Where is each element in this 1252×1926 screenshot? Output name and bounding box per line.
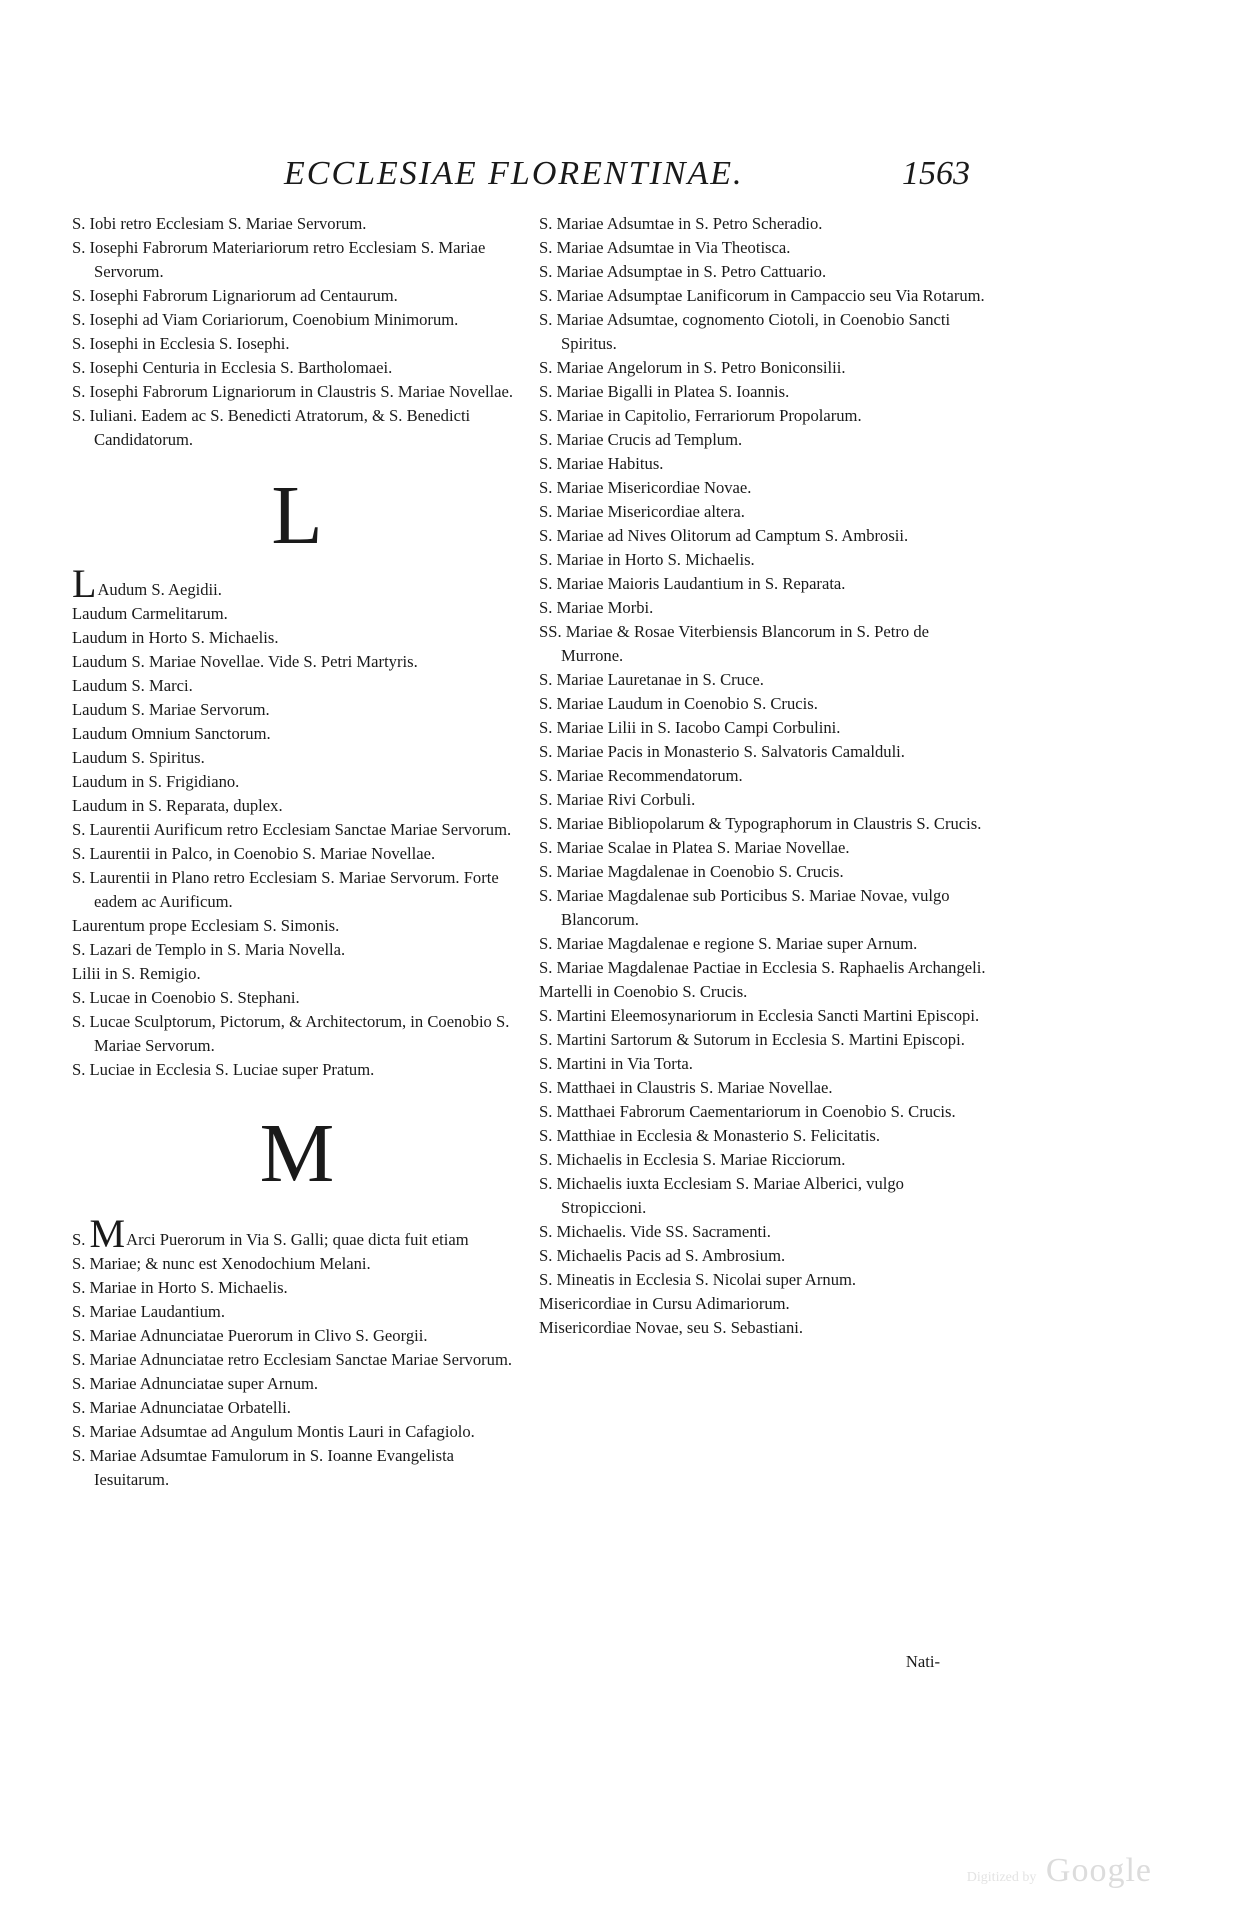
index-entry: S. Luciae in Ecclesia S. Luciae super Pratum. [72,1060,375,1079]
index-entry: Laudum in S. Reparata, duplex. [72,796,283,815]
index-entry: S. Mariae Magdalenae e regione S. Mariae super Arnum. [539,934,918,953]
dropcap-m: M [89,1211,126,1256]
index-entry: S. Michaelis iuxta Ecclesiam S. Mariae Alberici, vulgo Stropiccioni. [539,1174,904,1217]
index-entry: S. Mariae Morbi. [539,598,654,617]
index-entry: S. Iosephi Fabrorum Materiariorum retro Ecclesiam S. Mariae Servorum. [72,238,486,281]
index-entry: SS. Mariae & Rosae Viterbiensis Blancorum in S. Petro de Murrone. [539,622,929,665]
index-entry: Lilii in S. Remigio. [72,964,201,983]
section-l-first-entry [72,561,522,606]
index-entry: S. Mariae Lauretanae in S. Cruce. [539,670,764,689]
index-entry: S. Mariae Laudum in Coenobio S. Crucis. [539,694,818,713]
section-letter-l: L [271,469,323,562]
index-entry: S. Iosephi Fabrorum Lignariorum in Claustris S. Mariae Novellae. [72,382,514,401]
index-entry: S. Mariae Adsumtae Famulorum in S. Ioanne Evangelista Iesuitarum. [72,1446,455,1489]
page-header [270,155,970,199]
index-entry: S. Mariae Lilii in S. Iacobo Campi Corbulini. [539,718,841,737]
dropcap-l-text: Audum S. Aegidii. [97,580,222,599]
index-entry: S. Mariae Maioris Laudantium in S. Reparata. [539,574,846,593]
index-entry: S. Mariae Adsumtae, cognomento Ciotoli, in Coenobio Sancti Spiritus. [539,310,951,353]
index-entry: Laudum Carmelitarum. [72,604,228,623]
index-entry: S. Lazari de Templo in S. Maria Novella. [72,940,346,959]
index-entry: S. Mariae Magdalenae sub Porticibus S. Mariae Novae, vulgo Blancorum. [539,886,950,929]
section-m-first-entry [72,1211,522,1256]
index-entry: S. Mariae Scalae in Platea S. Mariae Novellae. [539,838,850,857]
section-letter-m: M [259,1107,335,1200]
index-entry: S. Mariae Adsumtae in Via Theotisca. [539,238,791,257]
page-number: 1563 [902,155,970,192]
dropcap-m-text: Arci Puerorum in Via S. Galli; quae dicta fuit etiam [126,1230,469,1249]
right-column [539,212,991,1340]
index-entry: S. Iosephi ad Viam Coriariorum, Coenobium Minimorum. [72,310,459,329]
index-entry: S. Iobi retro Ecclesiam S. Mariae Servorum. [72,214,367,233]
section-j-list [72,212,522,452]
index-entry: S. Laurentii in Palco, in Coenobio S. Mariae Novellae. [72,844,436,863]
index-entry: S. Mariae Adsumtae in S. Petro Scheradio. [539,214,823,233]
index-entry: S. Iosephi in Ecclesia S. Iosephi. [72,334,290,353]
index-entry: S. Iosephi Centuria in Ecclesia S. Bartholomaei. [72,358,393,377]
index-entry: Laudum Omnium Sanctorum. [72,724,271,743]
index-entry: S. Iuliani. Eadem ac S. Benedicti Atratorum, & S. Benedicti Candidatorum. [72,406,471,449]
index-entry: S. Mariae Adsumptae Lanificorum in Campaccio seu Via Rotarum. [539,286,985,305]
index-entry: S. Mariae Recommendatorum. [539,766,743,785]
index-entry: S. Mariae Laudantium. [72,1302,225,1321]
index-entry: S. Mariae Crucis ad Templum. [539,430,743,449]
index-entry: S. Martini Sartorum & Sutorum in Ecclesia S. Martini Episcopi. [539,1030,965,1049]
index-entry: S. Laurentii Aurificum retro Ecclesiam Sanctae Mariae Servorum. [72,820,512,839]
index-entry: Laudum S. Marci. [72,676,193,695]
catchword: Nati- [905,1652,940,1671]
index-entry: S. Mariae Misericordiae altera. [539,502,745,521]
index-entry: S. Iosephi Fabrorum Lignariorum ad Centaurum. [72,286,398,305]
index-entry: S. Mariae Rivi Corbuli. [539,790,696,809]
index-entry: S. Mariae Bibliopolarum & Typographorum in Claustris S. Crucis. [539,814,982,833]
index-entry: S. Lucae Sculptorum, Pictorum, & Architectorum, in Coenobio S. Mariae Servorum. [72,1012,510,1055]
index-entry: S. Mariae Pacis in Monasterio S. Salvatoris Camalduli. [539,742,905,761]
digitization-watermark [967,1852,1152,1890]
section-l-list [72,602,522,1082]
index-entry: S. Mariae Adnunciatae retro Ecclesiam Sanctae Mariae Servorum. [72,1350,513,1369]
index-entry: S. Laurentii in Plano retro Ecclesiam S. Mariae Servorum. Forte eadem ac Aurificum. [72,868,499,911]
index-entry: S. Mariae Adnunciatae Puerorum in Clivo S. Georgii. [72,1326,428,1345]
right-column-list [539,212,991,1340]
watermark-prefix: Digitized by [966,1870,1037,1885]
index-entry: Laurentum prope Ecclesiam S. Simonis. [72,916,340,935]
index-entry: S. Mariae Adsumptae in S. Petro Cattuario. [539,262,827,281]
index-entry: S. Mariae in Capitolio, Ferrariorum Propolarum. [539,406,862,425]
index-entry: S. Michaelis. Vide SS. Sacramenti. [539,1222,771,1241]
index-entry: Martelli in Coenobio S. Crucis. [539,982,748,1001]
index-entry: Laudum in S. Frigidiano. [72,772,240,791]
index-entry: S. Mariae Angelorum in S. Petro Boniconsilii. [539,358,846,377]
index-entry: S. Mariae ad Nives Olitorum ad Camptum S. Ambrosii. [539,526,909,545]
index-entry: S. Martini in Via Torta. [539,1054,693,1073]
dropcap-m-prefix: S. [72,1230,86,1249]
dropcap-l: L [72,561,97,606]
index-entry: S. Mariae Magdalenae Pactiae in Ecclesia S. Raphaelis Archangeli. [539,958,986,977]
index-entry: S. Mineatis in Ecclesia S. Nicolai super Arnum. [539,1270,857,1289]
index-entry: Laudum S. Spiritus. [72,748,205,767]
index-entry: S. Mariae Adnunciatae Orbatelli. [72,1398,291,1417]
index-entry: S. Mariae Adsumtae ad Angulum Montis Lauri in Cafagiolo. [72,1422,475,1441]
index-entry: Laudum in Horto S. Michaelis. [72,628,279,647]
section-m-list [72,1252,522,1492]
left-column [72,212,522,1492]
watermark-brand: Google [1045,1852,1152,1889]
index-entry: S. Mariae; & nunc est Xenodochium Melani. [72,1254,371,1273]
index-entry: S. Michaelis Pacis ad S. Ambrosium. [539,1246,786,1265]
index-entry: S. Michaelis in Ecclesia S. Mariae Ricciorum. [539,1150,846,1169]
index-entry: S. Matthiae in Ecclesia & Monasterio S. Felicitatis. [539,1126,881,1145]
index-entry: S. Matthaei Fabrorum Caementariorum in Coenobio S. Crucis. [539,1102,956,1121]
index-entry: S. Mariae Bigalli in Platea S. Ioannis. [539,382,790,401]
index-entry: S. Mariae Habitus. [539,454,664,473]
index-entry: S. Matthaei in Claustris S. Mariae Novellae. [539,1078,833,1097]
running-title: ECCLESIAE FLORENTINAE. [284,155,744,192]
index-entry: S. Mariae Magdalenae in Coenobio S. Crucis. [539,862,844,881]
index-entry: S. Martini Eleemosynariorum in Ecclesia Sancti Martini Episcopi. [539,1006,980,1025]
index-entry: S. Mariae in Horto S. Michaelis. [72,1278,288,1297]
index-entry: Misericordiae Novae, seu S. Sebastiani. [539,1318,804,1337]
index-entry: S. Mariae Adnunciatae super Arnum. [72,1374,319,1393]
index-entry: S. Mariae in Horto S. Michaelis. [539,550,755,569]
index-entry: S. Lucae in Coenobio S. Stephani. [72,988,300,1007]
index-entry: S. Mariae Misericordiae Novae. [539,478,752,497]
index-entry: Laudum S. Mariae Servorum. [72,700,270,719]
index-entry: Misericordiae in Cursu Adimariorum. [539,1294,790,1313]
index-entry: Laudum S. Mariae Novellae. Vide S. Petri Martyris. [72,652,418,671]
